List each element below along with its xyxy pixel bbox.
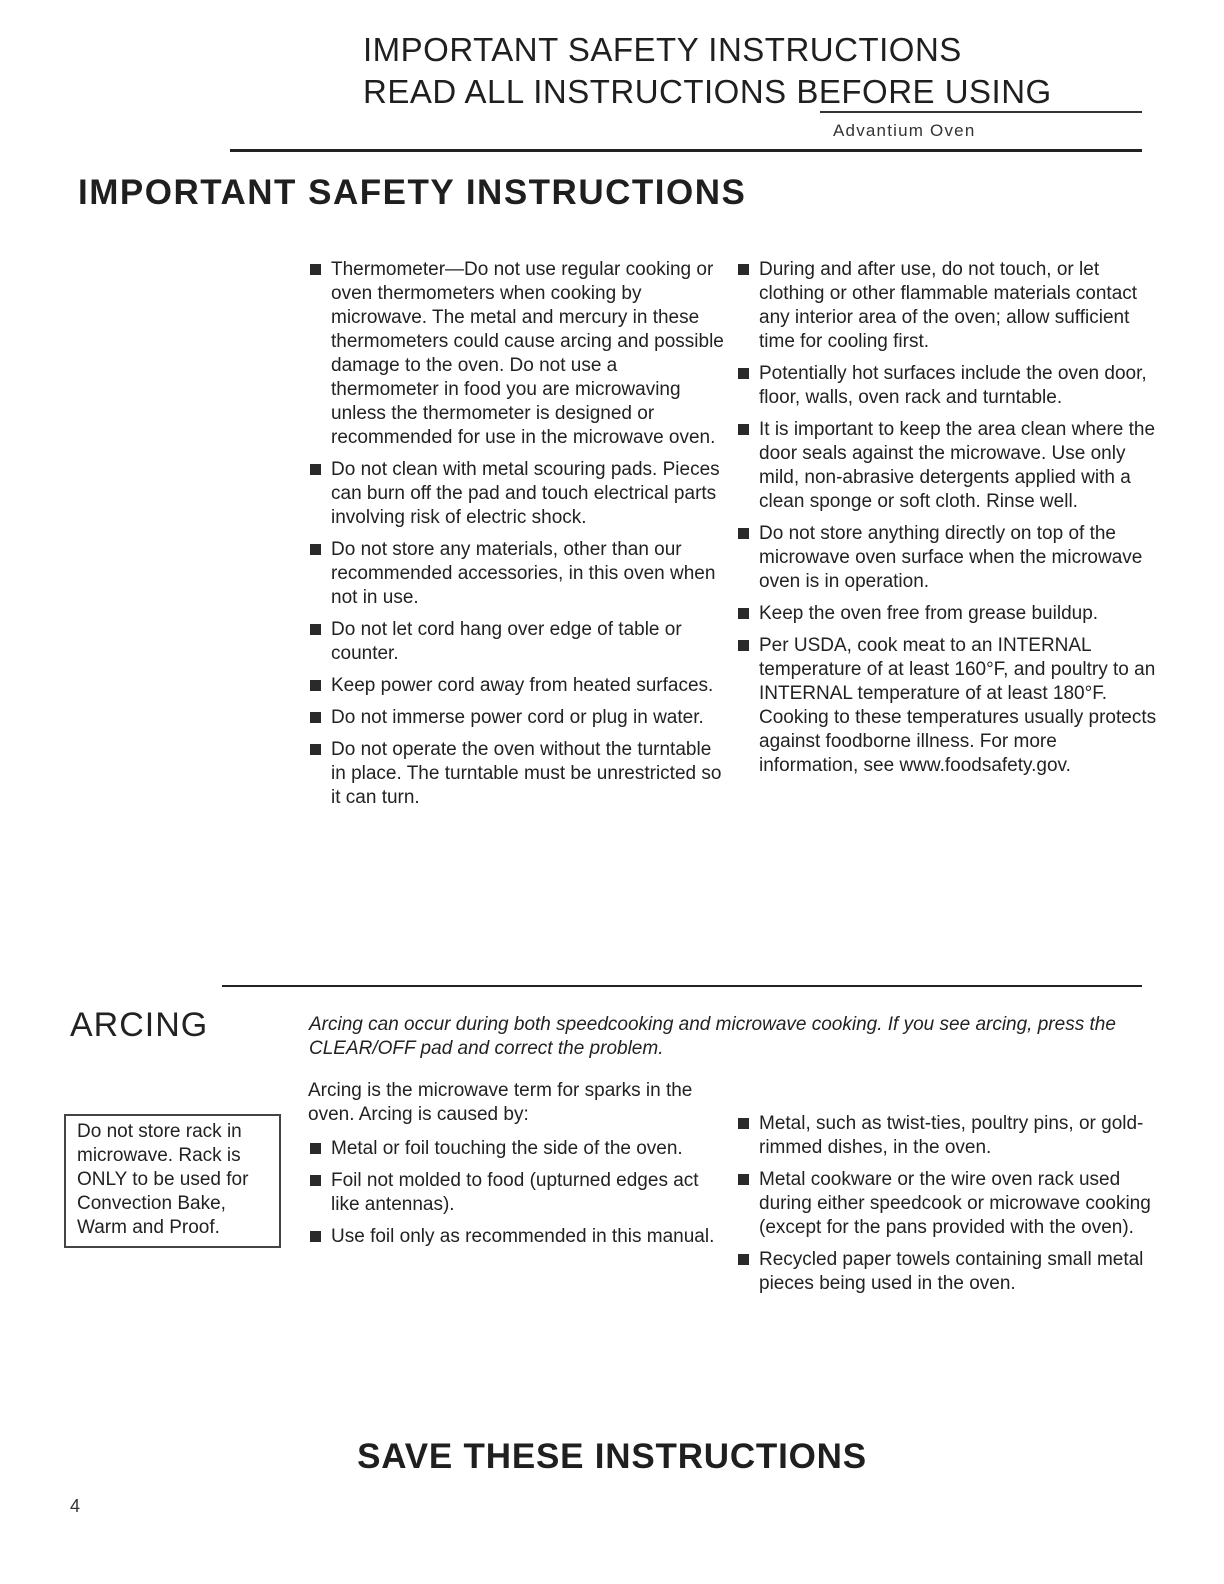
header-title-line2: READ ALL INSTRUCTIONS BEFORE USING [363, 73, 1052, 110]
list-item: Do not store anything directly on top of the microwave oven surface when the microwave oven is in operation. [738, 522, 1158, 594]
list-item: Metal or foil touching the side of the oven. [310, 1137, 720, 1161]
list-item: Do not clean with metal scouring pads. Pieces can burn off the pad and touch electrical parts involving risk of electric shock. [310, 458, 730, 530]
list-item: It is important to keep the area clean where the door seals against the microwave. Use only mild, non-abrasive detergents applied with a clean sponge or soft cloth. Rinse well. [738, 418, 1158, 514]
bullet-square-icon [738, 1254, 749, 1265]
list-item: During and after use, do not touch, or let clothing or other flammable materials contact any interior area of the oven; allow sufficient time for cooling first. [738, 258, 1158, 354]
header-underline [820, 111, 1142, 113]
list-item: Thermometer—Do not use regular cooking or oven thermometers when cooking by microwave. The metal and mercury in these thermometers could cause arcing and possible damage to the oven. Do not use a thermometer in food you are microwaving unless the thermometer is designed or recommended for use in the microwave oven. [310, 258, 730, 450]
safety-list-left [310, 258, 730, 818]
bullet-square-icon [738, 264, 749, 275]
bullet-square-icon [310, 712, 321, 723]
bullet-square-icon [738, 640, 749, 651]
list-item: Potentially hot surfaces include the oven door, floor, walls, oven rack and turntable. [738, 362, 1158, 410]
header-title-line1: IMPORTANT SAFETY INSTRUCTIONS [363, 31, 962, 68]
rack-note-box: Do not store rack in microwave. Rack is ONLY to be used for Convection Bake, Warm and Proof. [64, 1114, 281, 1248]
list-item: Do not store any materials, other than our recommended accessories, in this oven when not in use. [310, 538, 730, 610]
bullet-square-icon [310, 1231, 321, 1242]
arcing-intro: Arcing can occur during both speedcooking and microwave cooking. If you see arcing, press the CLEAR/OFF pad and correct the problem. [309, 1014, 1116, 1059]
bullet-square-icon [310, 744, 321, 755]
bullet-square-icon [738, 608, 749, 619]
bullet-square-icon [310, 464, 321, 475]
list-item: Per USDA, cook meat to an INTERNAL temperature of at least 160°F, and poultry to an INTERNAL temperature of at least 180°F. Cooking to these temperatures usually protects against foodborne illness. For more information, see www.foodsafety.gov. [738, 634, 1158, 778]
bullet-square-icon [738, 368, 749, 379]
arcing-divider [222, 985, 1142, 987]
list-item: Metal cookware or the wire oven rack used during either speedcook or microwave cooking (except for the pans provided with the oven). [738, 1168, 1158, 1240]
safety-list-right [738, 258, 1158, 786]
product-name: Advantium Oven [833, 121, 976, 140]
list-item: Use foil only as recommended in this manual. [310, 1225, 720, 1249]
bullet-square-icon [310, 624, 321, 635]
list-item: Do not let cord hang over edge of table or counter. [310, 618, 730, 666]
list-item: Metal, such as twist-ties, poultry pins, or gold-rimmed dishes, in the oven. [738, 1112, 1158, 1160]
bullet-square-icon [738, 528, 749, 539]
bullet-square-icon [310, 680, 321, 691]
bullet-square-icon [738, 1174, 749, 1185]
bullet-square-icon [738, 1118, 749, 1129]
list-item: Keep the oven free from grease buildup. [738, 602, 1158, 626]
arcing-list-right [738, 1112, 1158, 1304]
bullet-square-icon [310, 1143, 321, 1154]
bullet-square-icon [310, 1175, 321, 1186]
arcing-list-left [310, 1137, 720, 1257]
list-item: Foil not molded to food (upturned edges act like antennas). [310, 1169, 720, 1217]
header-divider [230, 149, 1142, 152]
bullet-square-icon [738, 424, 749, 435]
list-item: Do not immerse power cord or plug in water. [310, 706, 730, 730]
arcing-section-title: ARCING [70, 1006, 209, 1044]
page-number: 4 [70, 1496, 81, 1516]
bullet-square-icon [310, 544, 321, 555]
save-instructions-heading: SAVE THESE INSTRUCTIONS [357, 1437, 867, 1476]
list-item: Keep power cord away from heated surfaces. [310, 674, 730, 698]
arcing-lead-text: Arcing is the microwave term for sparks in the oven. Arcing is caused by: [308, 1080, 693, 1125]
bullet-square-icon [310, 264, 321, 275]
list-item: Recycled paper towels containing small metal pieces being used in the oven. [738, 1248, 1158, 1296]
list-item: Do not operate the oven without the turntable in place. The turntable must be unrestricted so it can turn. [310, 738, 730, 810]
safety-section-title: IMPORTANT SAFETY INSTRUCTIONS [78, 173, 747, 212]
